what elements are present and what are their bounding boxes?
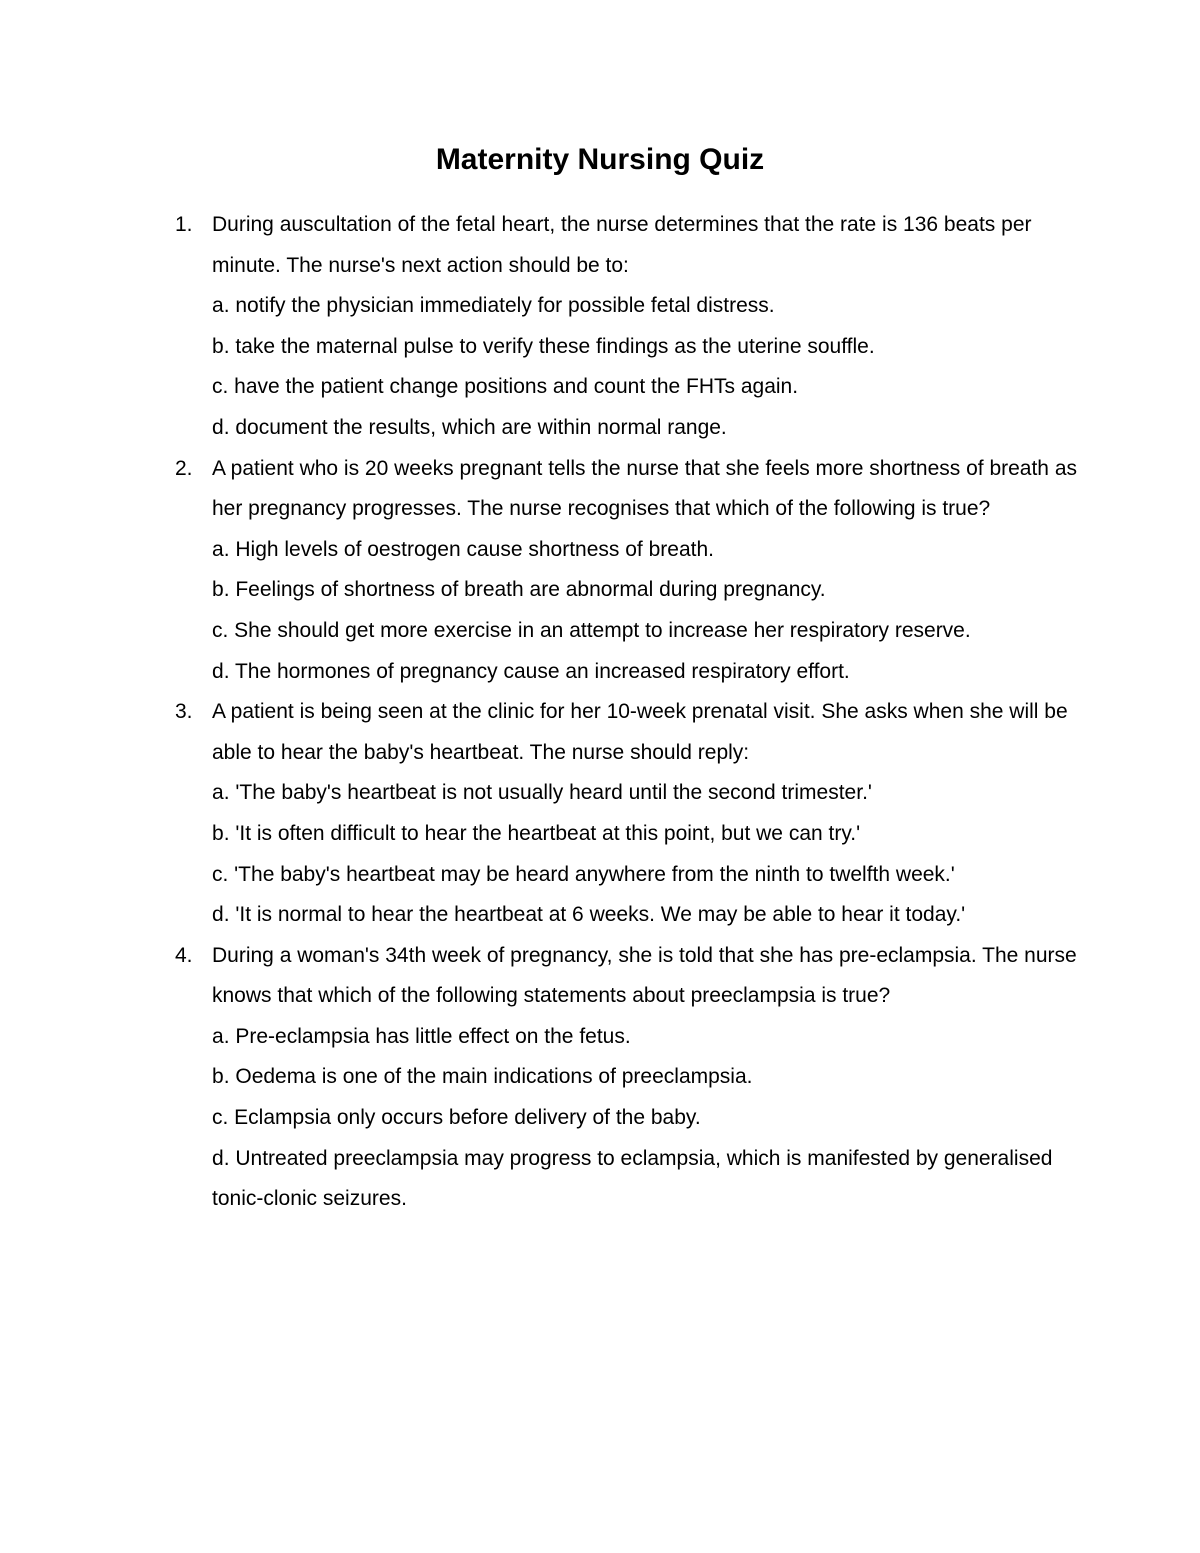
option-letter: b . xyxy=(212,335,235,358)
answer-option-c xyxy=(212,1098,1092,1139)
option-text: 'The baby's heartbeat is not usually heard until the second trimester.' xyxy=(235,781,872,805)
question-text: During a woman's 34th week of pregnancy, she is told that she has pre-eclampsia. The nurse knows that which of the following statements about preeclampsia is true? xyxy=(212,943,1077,1008)
option-text: Feelings of shortness of breath are abnormal during pregnancy. xyxy=(235,578,826,602)
answer-option-b xyxy=(212,570,1092,611)
answer-option-a xyxy=(212,530,1092,571)
option-text: The hormones of pregnancy cause an increased respiratory effort. xyxy=(234,659,850,683)
option-text: Eclampsia only occurs before delivery of the baby. xyxy=(234,1106,701,1130)
option-text: Untreated preeclampsia may progress to eclampsia, which is manifested by generalised tonic-clonic seizures. xyxy=(212,1146,1053,1211)
page-title: Maternity Nursing Quiz xyxy=(435,143,765,176)
option-letter: c . xyxy=(212,863,234,886)
answer-option-c xyxy=(212,611,1092,652)
option-text: 'The baby's heartbeat may be heard anywhere from the ninth to twelfth week.' xyxy=(234,862,955,886)
option-letter: d . xyxy=(212,416,235,439)
answer-option-b xyxy=(212,327,1092,368)
question-item-4 xyxy=(175,936,1092,1220)
question-text: During auscultation of the fetal heart, the nurse determines that the rate is 136 beats per minute. The nurse's next action should be to: xyxy=(212,213,1032,277)
option-letter: b . xyxy=(212,1065,235,1088)
option-letter: d . xyxy=(212,660,235,683)
question-number: 4. xyxy=(175,943,193,967)
question-item-2 xyxy=(175,449,1092,693)
option-letter: d . xyxy=(212,1147,235,1170)
question-item-3 xyxy=(175,692,1092,936)
answer-option-d xyxy=(212,652,1092,693)
option-text: She should get more exercise in an attempt to increase her respiratory reserve. xyxy=(234,618,971,642)
question-text: A patient who is 20 weeks pregnant tells the nurse that she feels more shortness of breath as her pregnancy progresses. The nurse recognises that which of the following is true? xyxy=(212,456,1077,521)
option-text: take the maternal pulse to verify these findings as the uterine souffle. xyxy=(235,334,875,358)
question-list xyxy=(175,205,1092,1220)
answer-option-b xyxy=(212,814,1092,855)
option-text: High levels of oestrogen cause shortness of breath. xyxy=(235,537,714,561)
option-text: Oedema is one of the main indications of preeclampsia. xyxy=(235,1065,753,1089)
answer-option-a xyxy=(212,286,1092,327)
option-letter: c . xyxy=(212,619,234,642)
question-item-1 xyxy=(175,205,1092,449)
answer-option-a xyxy=(212,1017,1092,1058)
option-text: have the patient change positions and count the FHTs again. xyxy=(234,375,799,399)
answer-option-c xyxy=(212,855,1092,896)
option-letter: d . xyxy=(212,903,235,926)
option-letter: b . xyxy=(212,822,235,845)
option-text: 'It is often difficult to hear the heartbeat at this point, but we can try.' xyxy=(235,821,861,845)
option-letter: a . xyxy=(212,781,235,804)
question-text: A patient is being seen at the clinic for her 10-week prenatal visit. She asks when she will be able to hear the baby's heartbeat. The nurse should reply: xyxy=(212,700,1068,764)
answer-option-c xyxy=(212,367,1092,408)
answer-option-d xyxy=(212,408,1092,449)
option-text: document the results, which are within normal range. xyxy=(235,415,727,439)
question-number: 2. xyxy=(175,456,193,480)
option-letter: a . xyxy=(212,294,235,317)
option-letter: a . xyxy=(212,538,235,561)
option-letter: a . xyxy=(212,1025,235,1048)
option-text: notify the physician immediately for possible fetal distress. xyxy=(235,294,775,318)
answer-option-b xyxy=(212,1057,1092,1098)
option-text: Pre-eclampsia has little effect on the fetus. xyxy=(235,1024,631,1048)
option-letter: c . xyxy=(212,1106,234,1129)
question-number: 3. xyxy=(175,700,193,724)
option-letter: c . xyxy=(212,375,234,398)
answer-option-a xyxy=(212,773,1092,814)
option-letter: b . xyxy=(212,578,235,601)
option-text: 'It is normal to hear the heartbeat at 6 weeks. We may be able to hear it today.' xyxy=(235,903,966,927)
question-number: 1. xyxy=(175,213,193,236)
answer-option-d xyxy=(212,1139,1092,1220)
answer-option-d xyxy=(212,895,1092,936)
